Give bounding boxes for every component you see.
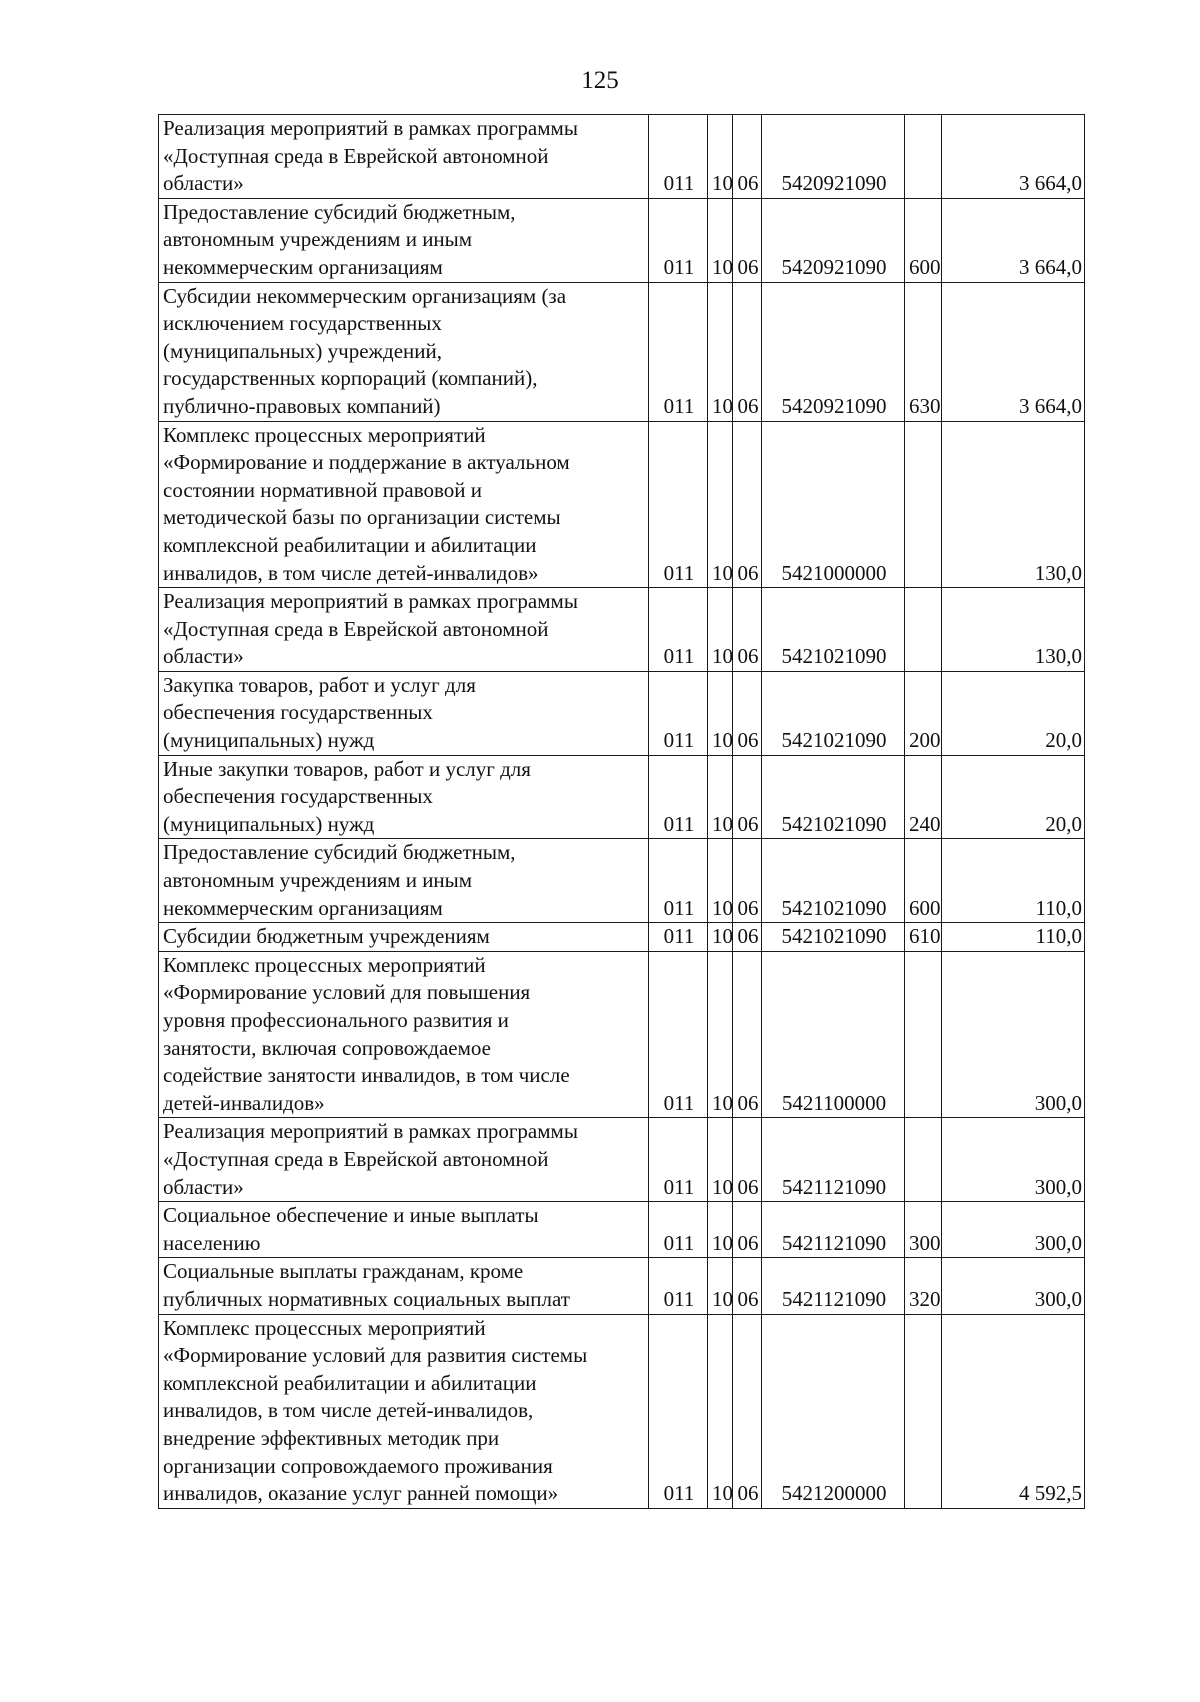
subsection-code-cell: 06 xyxy=(733,1118,762,1202)
item-name-line: Предоставление субсидий бюджетным, xyxy=(163,199,516,224)
table-row xyxy=(159,923,1085,952)
target-article-cell: 5421121090 xyxy=(762,1258,905,1314)
item-name-line: (муниципальных) учреждений, xyxy=(163,338,442,363)
table-row xyxy=(159,1118,1085,1202)
subsection-code-cell: 06 xyxy=(733,923,762,952)
expense-type-cell xyxy=(905,588,942,672)
table-row xyxy=(159,1314,1085,1508)
item-name-cell xyxy=(159,755,649,839)
item-name-line: занятости, включая сопровождаемое xyxy=(163,1035,491,1060)
subsection-code-cell: 06 xyxy=(733,588,762,672)
subsection-code-cell: 06 xyxy=(733,755,762,839)
item-name-line: обеспечения государственных xyxy=(163,700,433,725)
table-row xyxy=(159,588,1085,672)
grbs-code-cell: 011 xyxy=(649,923,708,952)
item-name-cell xyxy=(159,588,649,672)
table-row xyxy=(159,671,1085,755)
section-code-cell: 10 xyxy=(708,115,733,199)
expense-type-cell xyxy=(905,951,942,1118)
subsection-code-cell: 06 xyxy=(733,421,762,588)
grbs-code-cell: 011 xyxy=(649,1314,708,1508)
item-name-line: Предоставление субсидий бюджетным, xyxy=(163,840,516,865)
item-name-cell xyxy=(159,1202,649,1258)
target-article-cell: 5421000000 xyxy=(762,421,905,588)
subsection-code-cell: 06 xyxy=(733,198,762,282)
expense-type-cell: 610 xyxy=(905,923,942,952)
amount-cell: 130,0 xyxy=(942,421,1085,588)
item-name-line: Иные закупки товаров, работ и услуг для xyxy=(163,756,531,781)
subsection-code-cell: 06 xyxy=(733,671,762,755)
expense-type-cell: 200 xyxy=(905,671,942,755)
target-article-cell: 5421121090 xyxy=(762,1118,905,1202)
item-name-line: «Доступная среда в Еврейской автономной xyxy=(163,1146,549,1171)
amount-cell: 20,0 xyxy=(942,755,1085,839)
grbs-code-cell: 011 xyxy=(649,1258,708,1314)
grbs-code-cell: 011 xyxy=(649,1118,708,1202)
item-name-line: содействие занятости инвалидов, в том числе xyxy=(163,1063,570,1088)
grbs-code-cell: 011 xyxy=(649,588,708,672)
section-code-cell: 10 xyxy=(708,1258,733,1314)
section-code-cell: 10 xyxy=(708,951,733,1118)
item-name-line: Комплекс процессных мероприятий xyxy=(163,422,486,447)
table-row xyxy=(159,839,1085,923)
item-name-line: комплексной реабилитации и абилитации xyxy=(163,1370,537,1395)
budget-table xyxy=(158,114,1085,1509)
section-code-cell: 10 xyxy=(708,671,733,755)
item-name-line: области» xyxy=(163,1174,244,1199)
item-name-line: организации сопровождаемого проживания xyxy=(163,1453,553,1478)
item-name-line: (муниципальных) нужд xyxy=(163,728,375,753)
amount-cell: 4 592,5 xyxy=(942,1314,1085,1508)
item-name-line: Субсидии некоммерческим организациям (за xyxy=(163,283,567,308)
target-article-cell: 5421200000 xyxy=(762,1314,905,1508)
target-article-cell: 5420921090 xyxy=(762,198,905,282)
item-name-cell xyxy=(159,1314,649,1508)
amount-cell: 3 664,0 xyxy=(942,198,1085,282)
amount-cell: 300,0 xyxy=(942,1258,1085,1314)
target-article-cell: 5421021090 xyxy=(762,839,905,923)
table-row xyxy=(159,115,1085,199)
subsection-code-cell: 06 xyxy=(733,1258,762,1314)
subsection-code-cell: 06 xyxy=(733,282,762,421)
grbs-code-cell: 011 xyxy=(649,1202,708,1258)
item-name-cell xyxy=(159,1118,649,1202)
grbs-code-cell: 011 xyxy=(649,839,708,923)
item-name-cell xyxy=(159,198,649,282)
item-name-line: «Формирование и поддержание в актуальном xyxy=(163,450,570,475)
amount-cell: 300,0 xyxy=(942,1118,1085,1202)
item-name-line: некоммерческим организациям xyxy=(163,254,443,279)
table-row xyxy=(159,1202,1085,1258)
expense-type-cell: 630 xyxy=(905,282,942,421)
item-name-cell xyxy=(159,671,649,755)
item-name-line: комплексной реабилитации и абилитации xyxy=(163,532,537,557)
target-article-cell: 5420921090 xyxy=(762,115,905,199)
item-name-line: инвалидов, оказание услуг ранней помощи» xyxy=(163,1481,559,1506)
item-name-cell xyxy=(159,282,649,421)
table-row xyxy=(159,1258,1085,1314)
item-name-line: Социальные выплаты гражданам, кроме xyxy=(163,1259,524,1284)
subsection-code-cell: 06 xyxy=(733,115,762,199)
item-name-line: «Формирование условий для развития системы xyxy=(163,1343,588,1368)
item-name-line: области» xyxy=(163,171,244,196)
table-row xyxy=(159,198,1085,282)
amount-cell: 3 664,0 xyxy=(942,282,1085,421)
amount-cell: 300,0 xyxy=(942,951,1085,1118)
table-row xyxy=(159,755,1085,839)
item-name-line: некоммерческим организациям xyxy=(163,895,443,920)
grbs-code-cell: 011 xyxy=(649,421,708,588)
expense-type-cell: 240 xyxy=(905,755,942,839)
table-row xyxy=(159,421,1085,588)
item-name-line: Субсидии бюджетным учреждениям xyxy=(163,924,490,949)
expense-type-cell xyxy=(905,115,942,199)
page-number: 125 xyxy=(581,67,619,94)
target-article-cell: 5421121090 xyxy=(762,1202,905,1258)
expense-type-cell: 600 xyxy=(905,839,942,923)
item-name-line: детей-инвалидов» xyxy=(163,1090,325,1115)
item-name-line: методической базы по организации системы xyxy=(163,505,561,530)
amount-cell: 3 664,0 xyxy=(942,115,1085,199)
item-name-line: Социальное обеспечение и иные выплаты xyxy=(163,1203,539,1228)
section-code-cell: 10 xyxy=(708,421,733,588)
item-name-line: автономным учреждениям и иным xyxy=(163,227,473,252)
item-name-line: (муниципальных) нужд xyxy=(163,811,375,836)
grbs-code-cell: 011 xyxy=(649,671,708,755)
target-article-cell: 5421021090 xyxy=(762,671,905,755)
target-article-cell: 5421021090 xyxy=(762,588,905,672)
target-article-cell: 5421100000 xyxy=(762,951,905,1118)
amount-cell: 300,0 xyxy=(942,1202,1085,1258)
expense-type-cell xyxy=(905,1118,942,1202)
expense-type-cell xyxy=(905,1314,942,1508)
item-name-line: «Доступная среда в Еврейской автономной xyxy=(163,143,549,168)
amount-cell: 20,0 xyxy=(942,671,1085,755)
item-name-line: Реализация мероприятий в рамках программы xyxy=(163,116,578,140)
item-name-line: «Доступная среда в Еврейской автономной xyxy=(163,616,549,641)
amount-cell: 110,0 xyxy=(942,839,1085,923)
section-code-cell: 10 xyxy=(708,198,733,282)
section-code-cell: 10 xyxy=(708,588,733,672)
table-row xyxy=(159,951,1085,1118)
subsection-code-cell: 06 xyxy=(733,1202,762,1258)
item-name-line: Закупка товаров, работ и услуг для xyxy=(163,672,476,697)
item-name-line: Реализация мероприятий в рамках программы xyxy=(163,1119,578,1144)
item-name-line: уровня профессионального развития и xyxy=(163,1008,509,1032)
expense-type-cell xyxy=(905,421,942,588)
item-name-line: инвалидов, в том числе детей-инвалидов, xyxy=(163,1398,534,1423)
section-code-cell: 10 xyxy=(708,1314,733,1508)
amount-cell: 110,0 xyxy=(942,923,1085,952)
section-code-cell: 10 xyxy=(708,1118,733,1202)
expense-type-cell: 320 xyxy=(905,1258,942,1314)
grbs-code-cell: 011 xyxy=(649,282,708,421)
item-name-cell xyxy=(159,839,649,923)
item-name-line: состоянии нормативной правовой и xyxy=(163,477,483,502)
item-name-cell xyxy=(159,421,649,588)
item-name-line: публично-правовых компаний) xyxy=(163,393,441,418)
section-code-cell: 10 xyxy=(708,282,733,421)
item-name-cell xyxy=(159,1258,649,1314)
section-code-cell: 10 xyxy=(708,923,733,952)
section-code-cell: 10 xyxy=(708,839,733,923)
item-name-line: «Формирование условий для повышения xyxy=(163,980,531,1005)
section-code-cell: 10 xyxy=(708,1202,733,1258)
budget-table-body xyxy=(159,115,1085,1509)
table-row xyxy=(159,282,1085,421)
item-name-line: области» xyxy=(163,644,244,669)
target-article-cell: 5420921090 xyxy=(762,282,905,421)
subsection-code-cell: 06 xyxy=(733,839,762,923)
subsection-code-cell: 06 xyxy=(733,1314,762,1508)
section-code-cell: 10 xyxy=(708,755,733,839)
item-name-line: автономным учреждениям и иным xyxy=(163,868,473,893)
item-name-line: Реализация мероприятий в рамках программы xyxy=(163,589,578,614)
item-name-cell xyxy=(159,951,649,1118)
grbs-code-cell: 011 xyxy=(649,115,708,199)
expense-type-cell: 300 xyxy=(905,1202,942,1258)
item-name-cell xyxy=(159,115,649,199)
item-name-line: Комплекс процессных мероприятий xyxy=(163,952,486,977)
item-name-line: публичных нормативных социальных выплат xyxy=(163,1286,570,1311)
item-name-line: Комплекс процессных мероприятий xyxy=(163,1315,486,1340)
target-article-cell: 5421021090 xyxy=(762,923,905,952)
item-name-line: обеспечения государственных xyxy=(163,784,433,809)
grbs-code-cell: 011 xyxy=(649,755,708,839)
item-name-line: внедрение эффективных методик при xyxy=(163,1425,500,1450)
grbs-code-cell: 011 xyxy=(649,951,708,1118)
expense-type-cell: 600 xyxy=(905,198,942,282)
grbs-code-cell: 011 xyxy=(649,198,708,282)
item-name-cell xyxy=(159,923,649,952)
item-name-line: населению xyxy=(163,1230,261,1255)
item-name-line: исключением государственных xyxy=(163,311,442,336)
subsection-code-cell: 06 xyxy=(733,951,762,1118)
item-name-line: инвалидов, в том числе детей-инвалидов» xyxy=(163,560,539,585)
item-name-line: государственных корпораций (компаний), xyxy=(163,366,538,391)
amount-cell: 130,0 xyxy=(942,588,1085,672)
target-article-cell: 5421021090 xyxy=(762,755,905,839)
